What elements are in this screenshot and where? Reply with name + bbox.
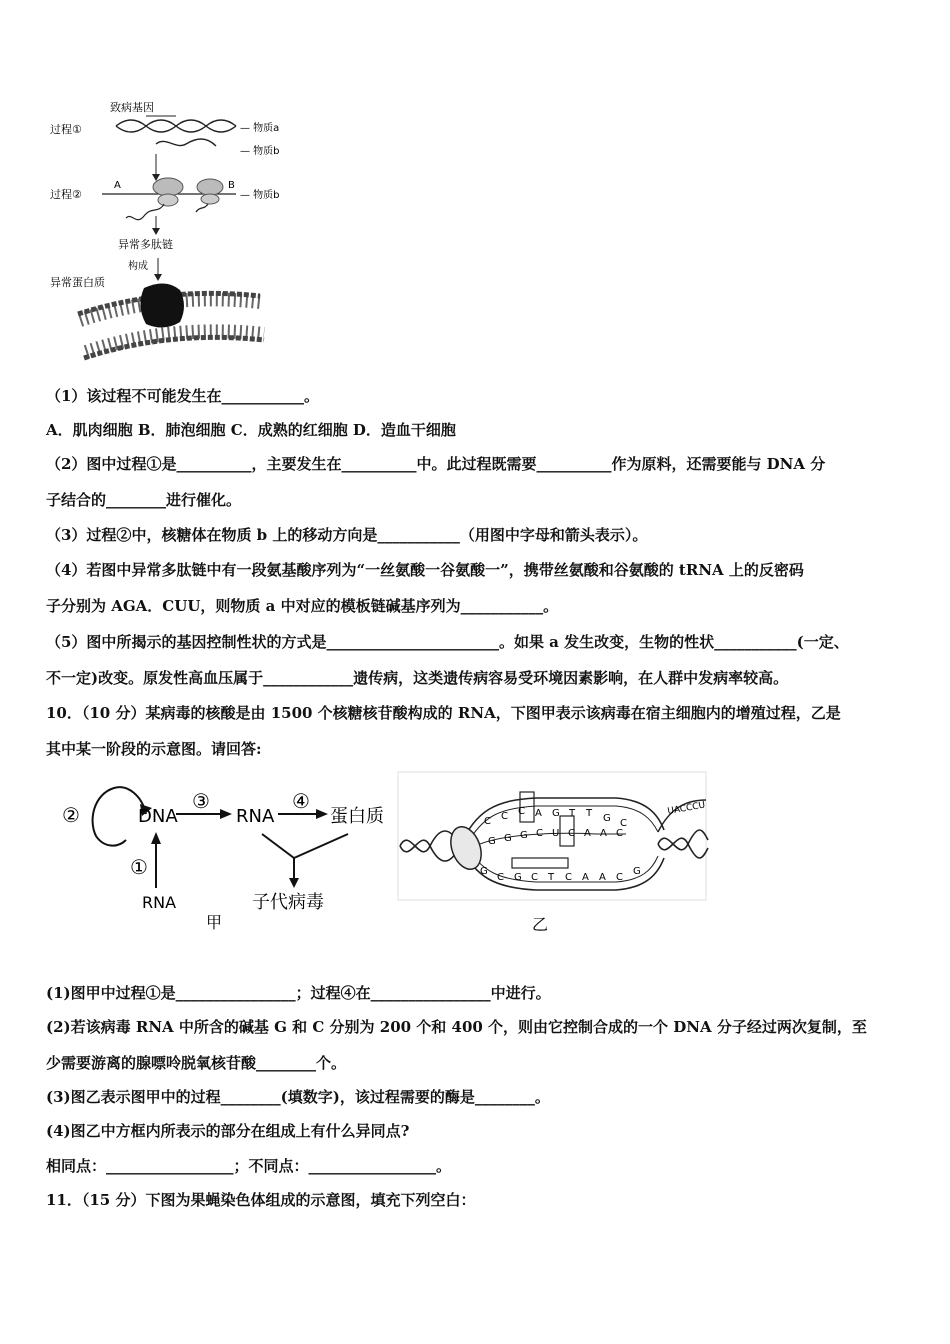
gene-label: 致病基因 bbox=[110, 101, 154, 114]
y-branch-right bbox=[294, 834, 348, 858]
q11-heading: 11．（15 分）下图为果蝇染色体组成的示意图，填充下列空白： bbox=[46, 1191, 476, 1209]
ribosome-1-small bbox=[158, 194, 178, 206]
label-B: B bbox=[228, 180, 235, 191]
right-helix-1 bbox=[658, 830, 708, 850]
abnormal-peptide-label: 异常多肽链 bbox=[118, 238, 173, 251]
mid-base-0: G bbox=[488, 836, 496, 847]
q10-heading-b: 其中某一阶段的示意图。请回答: bbox=[46, 740, 262, 758]
top-base-2: C bbox=[518, 806, 525, 817]
arrow-rna-dna-head bbox=[151, 832, 161, 844]
q9-part4b: 子分别为 AGA．CUU，则物质 a 中对应的模板链碱基序列为___________。 bbox=[46, 597, 559, 615]
q9-options: A．肌肉细胞 B．肺泡细胞 C．成熟的红细胞 D．造血干细胞 bbox=[46, 421, 456, 439]
bubble-bottom-inner bbox=[466, 846, 658, 882]
circle-2: ② bbox=[62, 803, 80, 827]
caption-jia: 甲 bbox=[206, 913, 223, 932]
substance-a-label: — 物质a bbox=[240, 123, 280, 134]
constitutes-label: 构成 bbox=[128, 261, 148, 272]
q9-part2b: 子结合的________进行催化。 bbox=[46, 491, 242, 509]
mid-base-7: A bbox=[600, 828, 607, 839]
bottom-base-5: C bbox=[565, 872, 572, 883]
rna-bottom-label: RNA bbox=[142, 893, 177, 912]
arrow-rna-protein-head bbox=[316, 809, 328, 819]
top-base-row bbox=[484, 806, 627, 829]
bottom-base-7: A bbox=[599, 872, 606, 883]
abnormal-protein-label: 异常蛋白质 bbox=[50, 276, 105, 289]
caption-yi: 乙 bbox=[532, 915, 549, 934]
q10-part4b: 相同点：_________________；不同点：_________________。 bbox=[46, 1157, 452, 1175]
bottom-base-0: G bbox=[480, 866, 488, 877]
mid-base-4: U bbox=[552, 828, 560, 839]
circle-3: ③ bbox=[192, 789, 210, 813]
mid-base-3: C bbox=[536, 828, 543, 839]
bottom-base-3: C bbox=[531, 872, 538, 883]
q9-part3: （3）过程②中，核糖体在物质 b 上的移动方向是___________（用图中字母和箭头表示）。 bbox=[46, 526, 648, 544]
mrna-strand bbox=[156, 139, 216, 146]
ribosome-1-large bbox=[153, 178, 183, 196]
top-base-1: C bbox=[501, 811, 508, 822]
top-base-8: C bbox=[620, 818, 627, 829]
arrow-head-2 bbox=[152, 228, 160, 235]
peptide-chain-1 bbox=[126, 204, 164, 220]
circle-1: ① bbox=[130, 855, 148, 879]
process2-label: 过程② bbox=[50, 188, 82, 201]
rna-label: RNA bbox=[236, 806, 275, 827]
protein-label: 蛋白质 bbox=[330, 806, 384, 827]
circle-4: ④ bbox=[292, 789, 310, 813]
process1-label: 过程① bbox=[50, 123, 82, 136]
bottom-base-4: T bbox=[548, 872, 555, 883]
label-A: A bbox=[114, 180, 121, 191]
substance-b-label-2: — 物质b bbox=[240, 190, 280, 201]
ribosome-2-small bbox=[201, 194, 219, 204]
offspring-virus-label: 子代病毒 bbox=[252, 892, 324, 913]
empty-rect bbox=[512, 858, 568, 868]
top-base-0: C bbox=[484, 816, 491, 827]
y-branch-left bbox=[262, 834, 294, 858]
q9-part5b: 不一定)改变。原发性高血压属于____________遗传病，这类遗传病容易受环境因素影响，在人群中发病率较高。 bbox=[46, 669, 789, 687]
q10-part4: (4)图乙中方框内所表示的部分在组成上有什么异同点? bbox=[46, 1122, 410, 1140]
q10-heading-a: 10．（10 分）某病毒的核酸是由 1500 个核糖核苷酸构成的 RNA，下图甲表示该病毒在宿主细胞内的增殖过程，乙是 bbox=[46, 704, 841, 722]
mid-base-6: A bbox=[584, 828, 591, 839]
top-base-6: T bbox=[586, 808, 593, 819]
figure-yi bbox=[396, 770, 716, 940]
dna-label: DNA bbox=[138, 806, 178, 827]
right-helix-2 bbox=[658, 838, 708, 858]
arrow-head-3 bbox=[154, 274, 162, 281]
q9-part5a: （5）图中所揭示的基因控制性状的方式是_______________________。如果 a 发生改变，生物的性状___________(一定、 bbox=[46, 633, 849, 651]
top-base-4: G bbox=[552, 808, 560, 819]
bottom-base-6: A bbox=[582, 872, 589, 883]
abnormal-protein-blob bbox=[140, 283, 184, 327]
mid-base-2: G bbox=[520, 830, 528, 841]
bottom-base-9: G bbox=[633, 866, 641, 877]
substance-b-label-1: — 物质b bbox=[240, 146, 280, 157]
q9-part2a: （2）图中过程①是__________，主要发生在__________中。此过程既需要__________作为原料，还需要能与 DNA 分 bbox=[46, 455, 826, 473]
bottom-base-8: C bbox=[616, 872, 623, 883]
right-rna-label: UACCCU bbox=[666, 800, 706, 817]
q10-part2a: (2)若该病毒 RNA 中所含的碱基 G 和 C 分别为 200 个和 400 个，则由它控制合成的一个 DNA 分子经过两次复制，至 bbox=[46, 1018, 867, 1036]
dna-strand-2 bbox=[116, 120, 236, 132]
bottom-base-2: G bbox=[514, 872, 522, 883]
ribosome-2-large bbox=[197, 179, 223, 195]
q9-part4a: （4）若图中异常多肽链中有一段氨基酸序列为“一丝氨酸一谷氨酸一”，携带丝氨酸和谷氨酸的 tRNA 上的反密码 bbox=[46, 561, 804, 579]
q9-part1: （1）该过程不可能发生在___________。 bbox=[46, 387, 319, 405]
arrow-dna-rna-head bbox=[220, 809, 232, 819]
gene-expression-figure bbox=[46, 92, 306, 362]
q10-part2b: 少需要游离的腺嘌呤脱氧核苷酸________个。 bbox=[46, 1054, 347, 1072]
q10-part1: (1)图甲中过程①是________________；过程④在________________中进行。 bbox=[46, 984, 551, 1002]
mid-base-5: C bbox=[568, 828, 575, 839]
y-stem-head bbox=[289, 878, 299, 888]
bottom-base-1: C bbox=[497, 872, 504, 883]
top-base-5: T bbox=[569, 808, 576, 819]
top-base-7: G bbox=[603, 813, 611, 824]
mid-base-8: C bbox=[616, 828, 623, 839]
peptide-chain-2 bbox=[196, 204, 208, 212]
q10-part3: (3)图乙表示图甲中的过程________(填数字)，该过程需要的酶是________。 bbox=[46, 1088, 550, 1106]
top-base-3: A bbox=[535, 808, 542, 819]
figure-jia bbox=[56, 776, 396, 936]
mid-base-row bbox=[488, 828, 623, 847]
mid-base-1: G bbox=[504, 833, 512, 844]
